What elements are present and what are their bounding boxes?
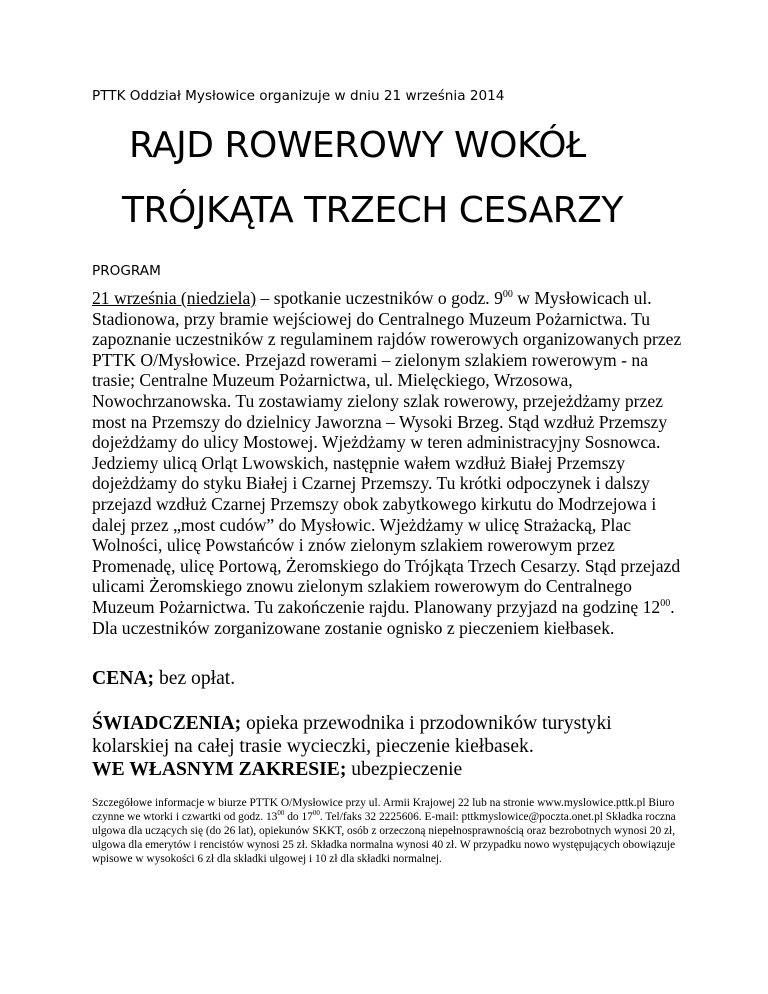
program-closing: Dla uczestników zorganizowane zostanie ognisko z pieczeniem kiełbasek. [92, 617, 615, 638]
organizer-line: PTTK Oddział Mysłowice organizuje w dniu 21 września 2014 [92, 88, 505, 104]
own-scope-value: ubezpieczenie [346, 759, 463, 780]
price-line [92, 668, 235, 690]
program-text [92, 288, 692, 638]
program-intro-b: w Mysłowicach ul. Stadionowa, przy bramie wejściowej do Centralnego Muzeum Pożarnictwa. Tu zapoznanie uczestników z regulaminem rajdów rowerowych organizowanych przez PTTK O/Mysłowice. Przejazd rowerami – zielonym szlakiem rowerowym - na trasie; Centralne Muzeum Pożarnictwa, ul. Mielęckiego, Wrzosowa, Nowochrzanowska. Tu zostawiamy zielony szlak rowerowy, przejeżdżamy przez most na Przemszy do dzielnicy Jaworzna – Wysoki Brzeg. Stąd wzdłuż Przemszy dojeżdżamy do ulicy Mostowej. Wjeżdżamy w teren administracyjny Sosnowca. Jedziemy ulicą Orląt Lwowskich, następnie wałem wzdłuż Białej Przemszy dojeżdżamy do styku Białej i Czarnej Przemszy. Tu krótki odpoczynek i dalszy przejazd wzdłuż Czarnej Przemszy obok zabytkowego kirkutu do Modrzejowa i dalej przez „most cudów” do Mysłowic. Wjeżdżamy w ulicę Strażacką, Plac Wolności, ulicę Powstańców i znów zielonym szlakiem rowerowym przez Promenadę, ulicę Portową, Żeromskiego do Trójkąta Trzech Cesarzy. Stąd przejazd ulicami Żeromskiego znowu zielonym szlakiem rowerowym do Centralnego Muzeum Pożarnictwa. Tu zakończenie rajdu. Planowany przyjazd na godzinę 12 [92, 288, 682, 617]
office-info-paragraph [92, 796, 692, 866]
own-scope-label: WE WŁASNYM ZAKRESIE; [92, 759, 347, 780]
arrival-time-superscript: 00 [660, 597, 671, 609]
office-info [92, 796, 692, 866]
office-info-part3: . Tel/faks 32 2225606. E-mail: pttkmyslowice@poczta.onet.pl Składka roczna ulgowa dla uczących się (do 26 lat), opiekunów SKKT, osób z orzeczoną niepełnosprawnością oraz bezrobotnych wynosi 20 zł, ulgowa dla emerytów i rencistów wynosi 25 zł. Składka normalna wynosi 40 zł. W przypadku nowo występujących obowiązuje wpisowe w wysokości 6 zł dla składki ulgowej i 10 zł dla składki normalnej. [92, 811, 676, 865]
office-info-part2: do 17 [284, 811, 313, 823]
title-line-1: RAJD ROWEROWY WOKÓŁ [129, 125, 586, 166]
program-arrival-end: . [670, 596, 675, 617]
office-info-part1: Szczegółowe informacje w biurze PTTK O/Mysłowice przy ul. Armii Krajowej 22 lub na stronie www.myslowice.pttk.pl Biuro czynne we wtorki i czwartki od godz. 13 [92, 797, 675, 823]
program-intro-a: – spotkanie uczestników o godz. 9 [256, 288, 503, 308]
price-value: bez opłat. [154, 668, 236, 689]
program-paragraph [92, 288, 692, 618]
office-close-superscript: 00 [312, 809, 320, 817]
benefits-section [92, 712, 692, 781]
program-date: 21 września (niedziela) [92, 288, 257, 308]
benefits-value: opieka przewodnika i przodowników turystyki kolarskiej na całej trasie wycieczki, pieczenie kiełbasek. [92, 713, 612, 757]
benefits-line [92, 712, 692, 758]
title-line-2: TRÓJKĄTA TRZECH CESARZY [122, 190, 623, 231]
benefits-label: ŚWIADCZENIA; [92, 713, 242, 734]
meeting-time-superscript: 00 [502, 289, 513, 300]
own-scope-line [92, 758, 692, 781]
program-label: PROGRAM [92, 263, 161, 279]
office-open-superscript: 00 [277, 809, 285, 817]
price-label: CENA; [92, 668, 155, 689]
